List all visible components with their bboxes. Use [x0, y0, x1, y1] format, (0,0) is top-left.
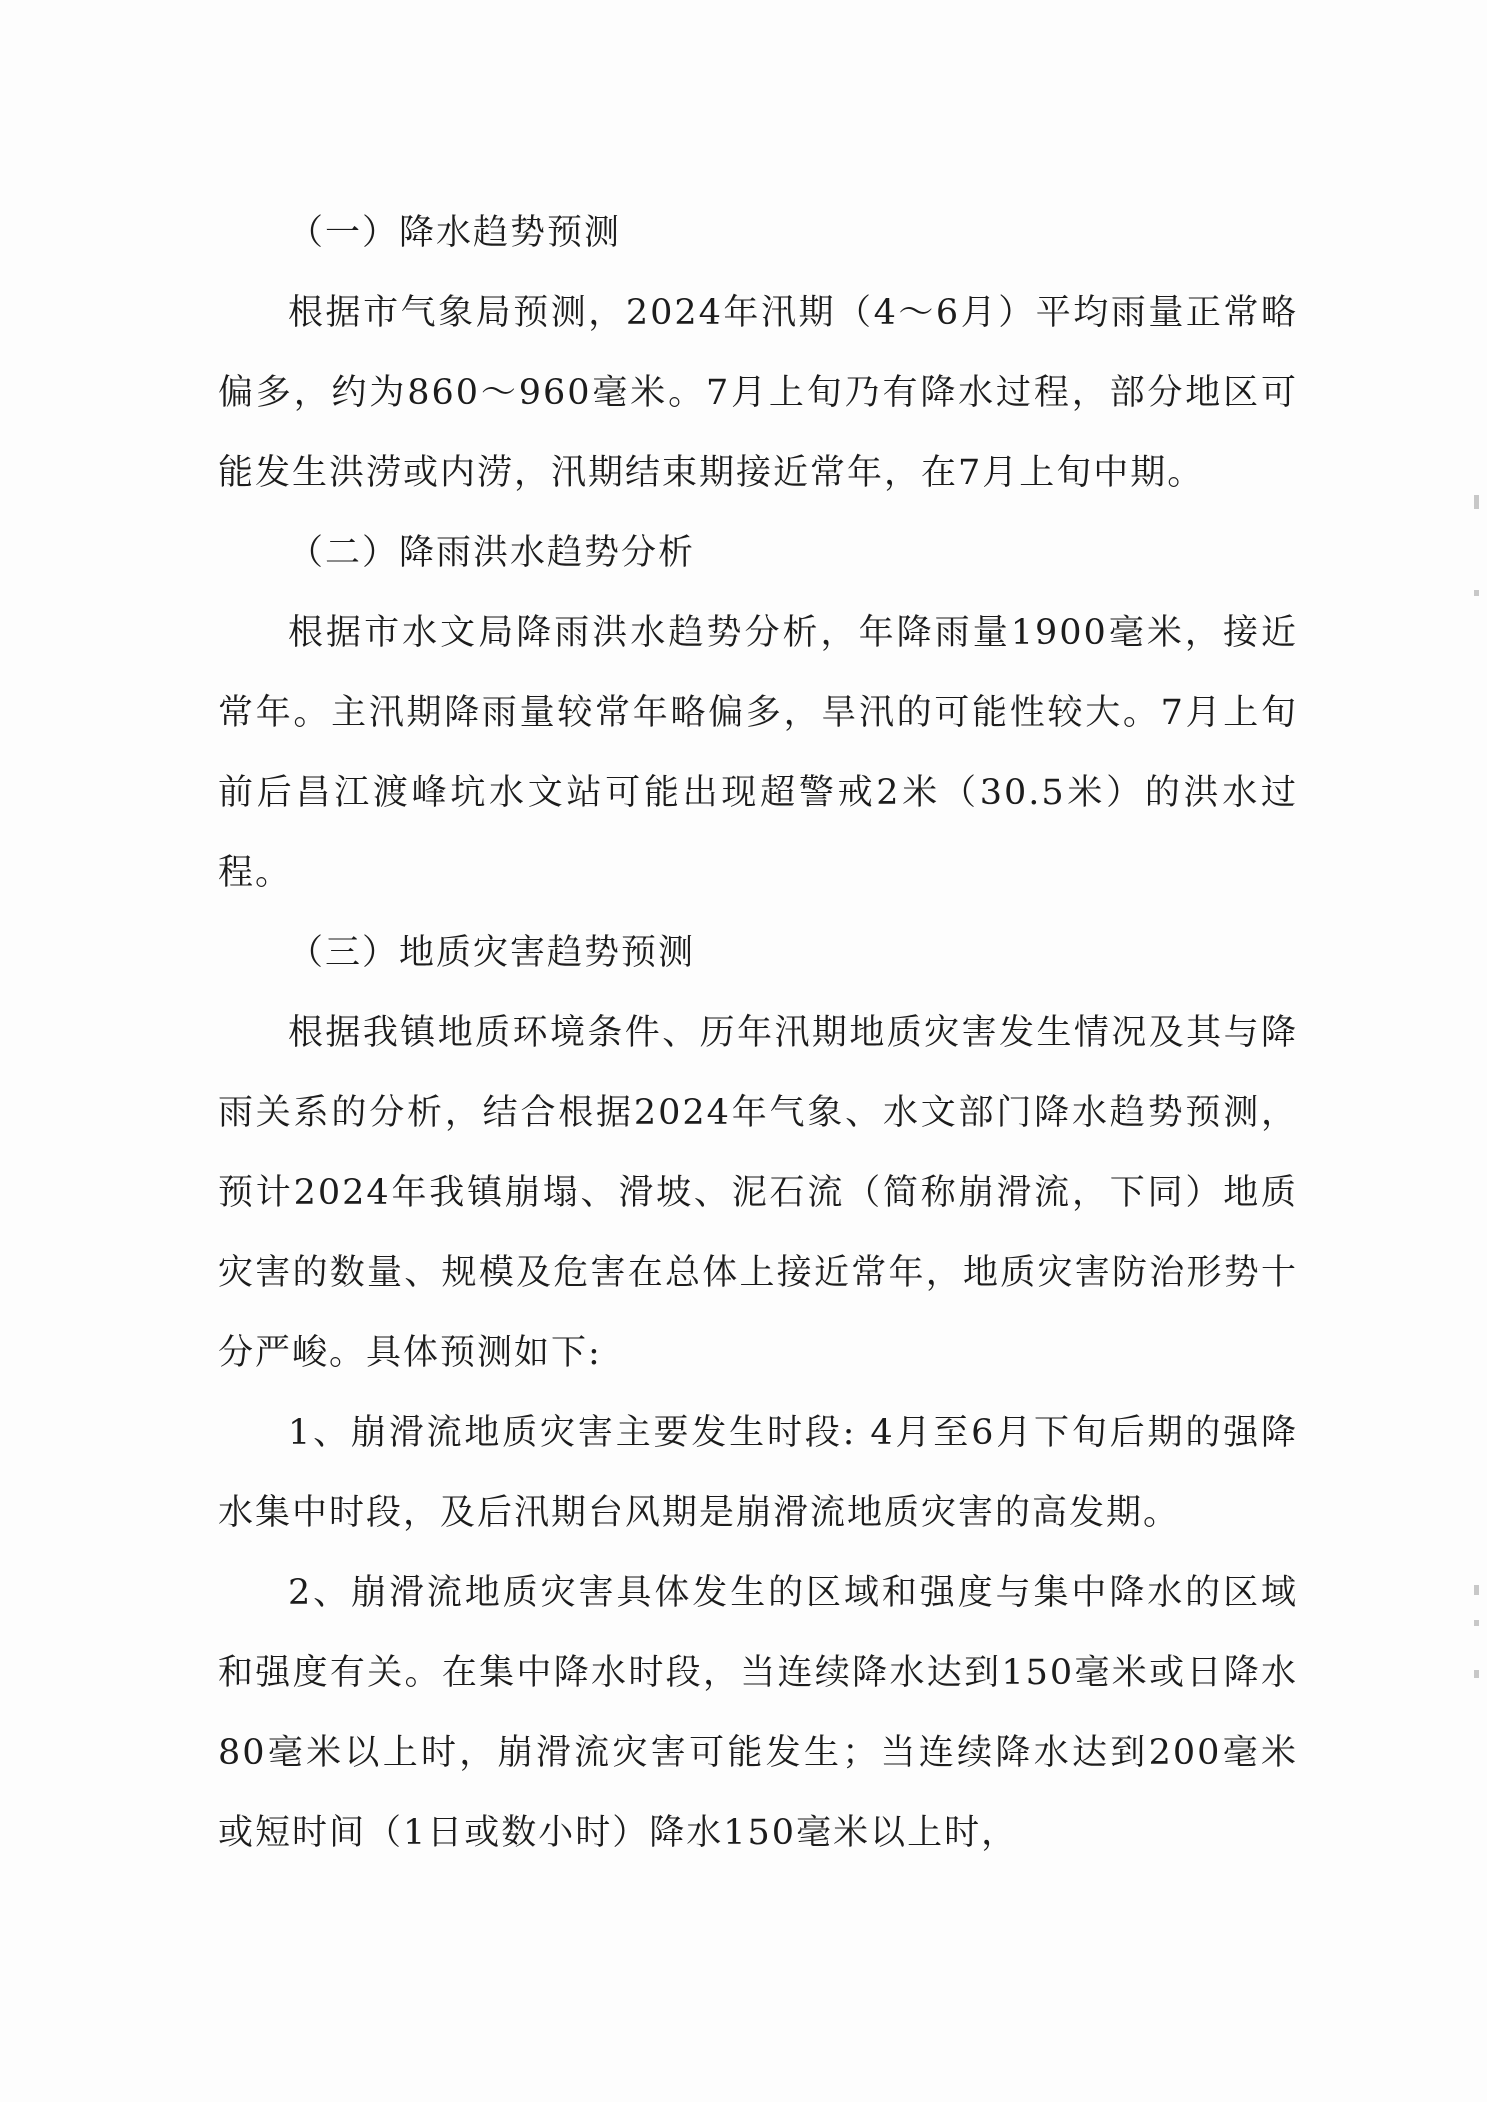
scan-mark: [1474, 495, 1479, 509]
section-heading-flood: （二）降雨洪水趋势分析: [288, 533, 696, 573]
scan-mark: [1474, 590, 1479, 596]
paragraph-geohazard-period: 1、崩滑流地质灾害主要发生时段: 4月至6月下旬后期的强降水集中时段，及后汛期台风期是崩滑流地质灾害的高发期。: [218, 1413, 1298, 1533]
paragraph-geohazard-region: 2、崩滑流地质灾害具体发生的区域和强度与集中降水的区域和强度有关。在集中降水时段，当连续降水达到150毫米或日降水80毫米以上时，崩滑流灾害可能发生；当连续降水达到200毫米或短时间（1日或数小时）降水150毫米以上时，: [218, 1573, 1298, 1853]
section-heading-geohazard: （三）地质灾害趋势预测: [288, 933, 696, 973]
scan-mark: [1474, 1620, 1479, 1626]
scan-mark: [1474, 1670, 1479, 1678]
paragraph-precipitation-forecast: 根据市气象局预测，2024年汛期（4～6月）平均雨量正常略偏多，约为860～960毫米。7月上旬乃有降水过程，部分地区可能发生洪涝或内涝，汛期结束期接近常年，在7月上旬中期。: [218, 293, 1298, 493]
paragraph-flood-analysis: 根据市水文局降雨洪水趋势分析，年降雨量1900毫米，接近常年。主汛期降雨量较常年略偏多，旱汛的可能性较大。7月上旬前后昌江渡峰坑水文站可能出现超警戒2米（30.5米）的洪水过程。: [218, 613, 1298, 893]
section-heading-precipitation: （一）降水趋势预测: [288, 213, 622, 253]
paragraph-geohazard-overview: 根据我镇地质环境条件、历年汛期地质灾害发生情况及其与降雨关系的分析，结合根据2024年气象、水文部门降水趋势预测，预计2024年我镇崩塌、滑坡、泥石流（简称崩滑流，下同）地质灾害的数量、规模及危害在总体上接近常年，地质灾害防治形势十分严峻。具体预测如下:: [218, 1013, 1298, 1373]
document-body: [218, 193, 1298, 1873]
scan-mark: [1474, 1585, 1479, 1595]
